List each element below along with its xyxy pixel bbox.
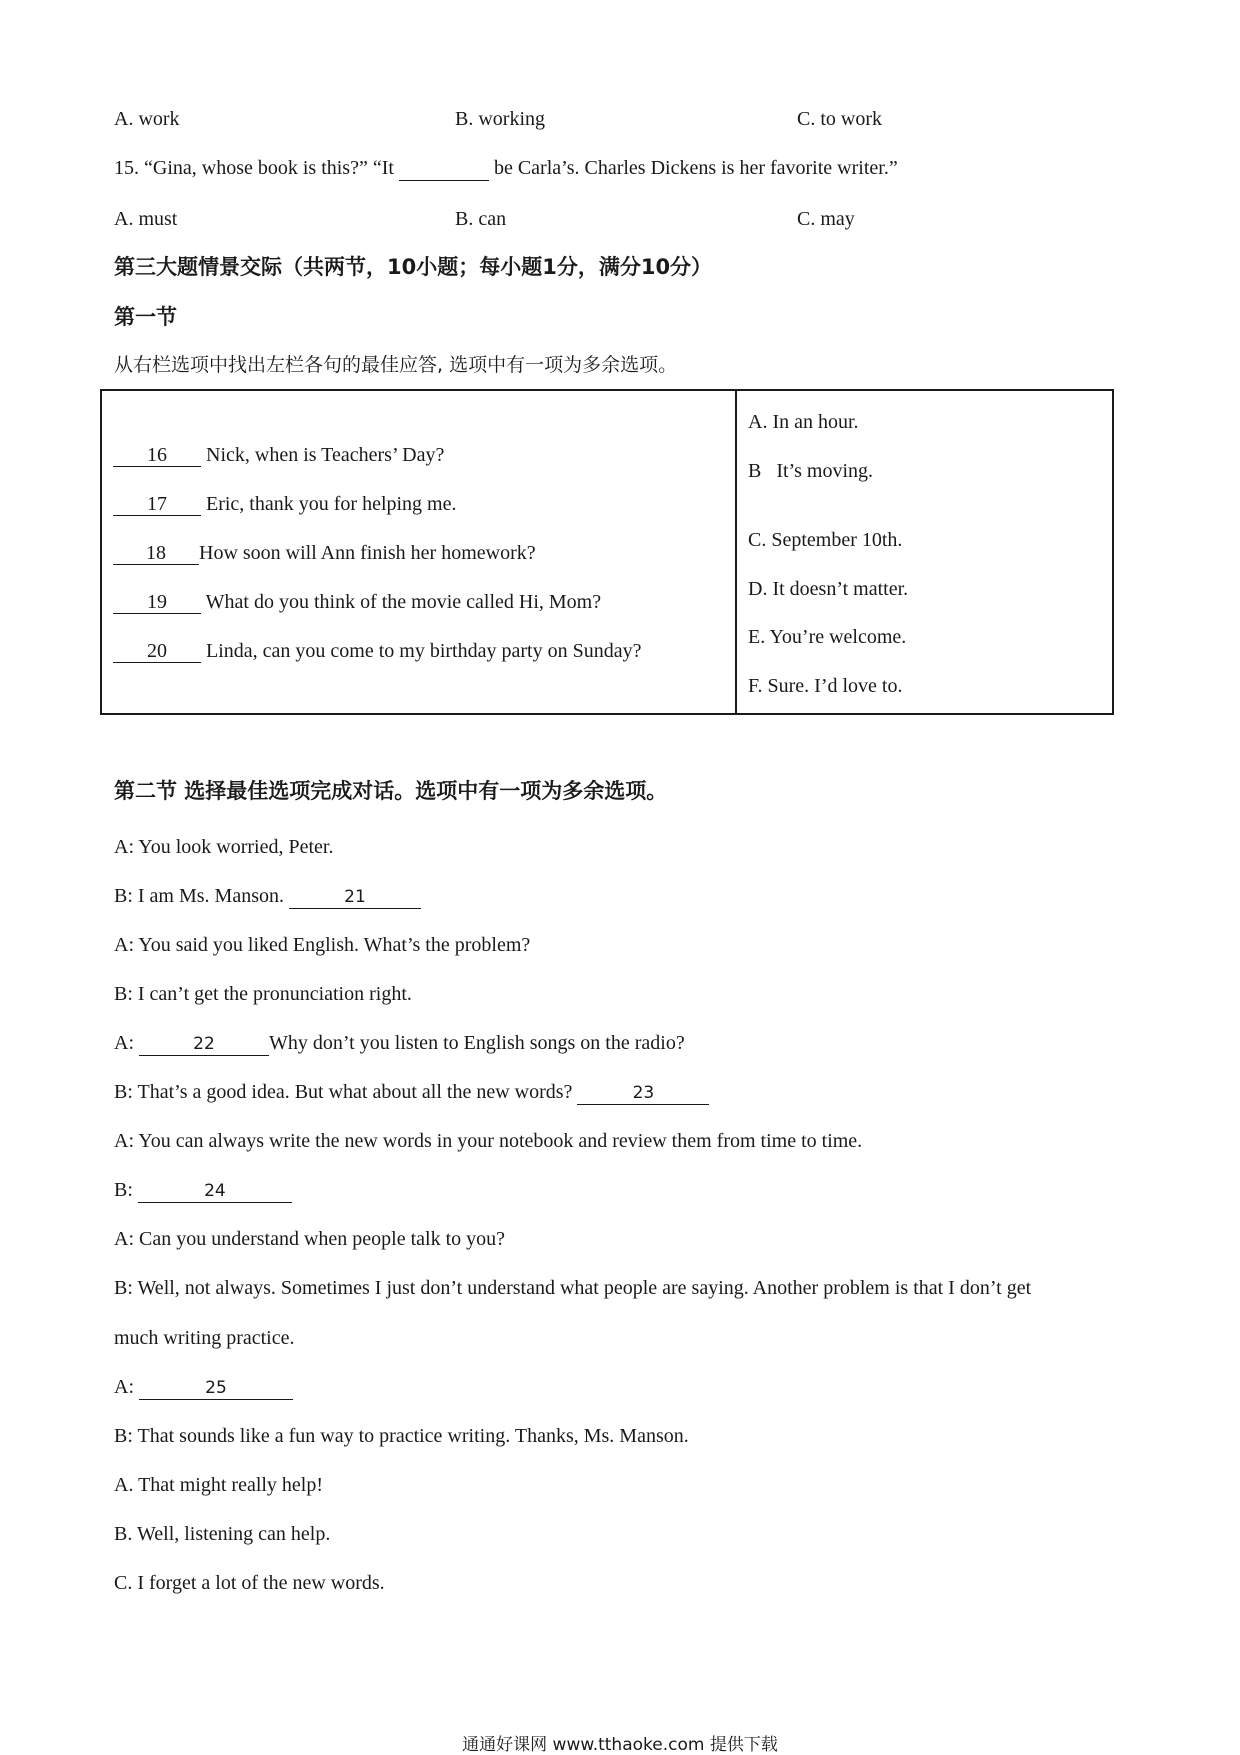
match-blank-20[interactable]: 20 <box>113 640 201 663</box>
match-option-e: E. You’re welcome. <box>748 626 907 648</box>
q15-option-b: B. can <box>455 208 507 230</box>
dialogue-line-5 <box>114 1030 685 1056</box>
q14-option-b: B. working <box>455 108 545 130</box>
q15-stem-after: be Carla’s. Charles Dickens is her favorite writer.” <box>493 157 898 179</box>
dialogue-line-6-text: B: That’s a good idea. But what about all the new words? <box>114 1081 573 1103</box>
match-option-a: A. In an hour. <box>748 411 859 433</box>
match-item-19 <box>113 589 601 615</box>
dialogue-blank-21[interactable]: 21 <box>289 886 421 909</box>
q14-option-a: A. work <box>114 108 180 130</box>
match-option-c: C. September 10th. <box>748 529 903 551</box>
match-blank-19[interactable]: 19 <box>113 591 201 614</box>
dialogue-line-4: B: I can’t get the pronunciation right. <box>114 983 412 1005</box>
match-item-17 <box>113 491 457 517</box>
dialogue-line-1: A: You look worried, Peter. <box>114 836 334 858</box>
match-item-20 <box>113 638 641 664</box>
table-divider <box>735 391 737 713</box>
q15-stem <box>114 155 898 181</box>
match-question-20: Linda, can you come to my birthday party on Sunday? <box>206 640 642 662</box>
dialogue-blank-25[interactable]: 25 <box>139 1377 293 1400</box>
dialogue-line-10a: B: Well, not always. Sometimes I just don’t understand what people are saying. Another problem is that I don’t get <box>114 1277 1032 1299</box>
dialogue-line-10b: much writing practice. <box>114 1327 295 1349</box>
dialogue-line-2 <box>114 883 421 909</box>
part2-option-b: B. Well, listening can help. <box>114 1523 331 1545</box>
match-question-18: How soon will Ann finish her homework? <box>199 542 536 564</box>
q15-option-a: A. must <box>114 208 178 230</box>
dialogue-line-6 <box>114 1079 709 1105</box>
dialogue-line-2-text: B: I am Ms. Manson. <box>114 885 284 907</box>
match-blank-17[interactable]: 17 <box>113 493 201 516</box>
part2-option-c: C. I forget a lot of the new words. <box>114 1572 385 1594</box>
match-blank-18[interactable]: 18 <box>113 542 199 565</box>
dialogue-line-11 <box>114 1374 293 1400</box>
page-footer: 通通好课网 www.tthaoke.com 提供下载 <box>462 1735 778 1755</box>
q15-stem-before: “Gina, whose book is this?” “It <box>144 157 394 179</box>
match-blank-16[interactable]: 16 <box>113 444 201 467</box>
dialogue-line-11-speaker: A: <box>114 1376 134 1398</box>
match-question-19: What do you think of the movie called Hi, Mom? <box>205 591 602 613</box>
part1-instruction: 从右栏选项中找出左栏各句的最佳应答, 选项中有一项为多余选项。 <box>114 354 678 376</box>
match-question-17: Eric, thank you for helping me. <box>206 493 457 515</box>
q14-option-c: C. to work <box>797 108 882 130</box>
dialogue-line-8-speaker: B: <box>114 1179 133 1201</box>
match-item-16 <box>113 442 444 468</box>
dialogue-blank-24[interactable]: 24 <box>138 1180 292 1203</box>
dialogue-blank-23[interactable]: 23 <box>577 1082 709 1105</box>
match-option-d: D. It doesn’t matter. <box>748 578 909 600</box>
match-option-b: B It’s moving. <box>748 460 874 482</box>
dialogue-line-12: B: That sounds like a fun way to practice writing. Thanks, Ms. Manson. <box>114 1425 689 1447</box>
part1-title: 第一节 <box>114 305 177 329</box>
match-option-f: F. Sure. I’d love to. <box>748 675 903 697</box>
dialogue-line-3: A: You said you liked English. What’s the problem? <box>114 934 531 956</box>
part2-title: 第二节 选择最佳选项完成对话。选项中有一项为多余选项。 <box>114 779 668 803</box>
match-question-16: Nick, when is Teachers’ Day? <box>206 444 445 466</box>
match-item-18 <box>113 540 536 566</box>
dialogue-line-9: A: Can you understand when people talk to you? <box>114 1228 506 1250</box>
q15-answer-blank[interactable] <box>399 158 489 181</box>
q15-number: 15. <box>114 157 139 179</box>
dialogue-line-8 <box>114 1177 292 1203</box>
dialogue-line-5-text: Why don’t you listen to English songs on the radio? <box>269 1032 685 1054</box>
dialogue-line-5-speaker: A: <box>114 1032 134 1054</box>
dialogue-line-7: A: You can always write the new words in your notebook and review them from time to time. <box>114 1130 863 1152</box>
part2-option-a: A. That might really help! <box>114 1474 324 1496</box>
dialogue-blank-22[interactable]: 22 <box>139 1033 269 1056</box>
section3-title: 第三大题情景交际（共两节，10小题；每小题1分，满分10分） <box>114 255 713 279</box>
q15-option-c: C. may <box>797 208 855 230</box>
